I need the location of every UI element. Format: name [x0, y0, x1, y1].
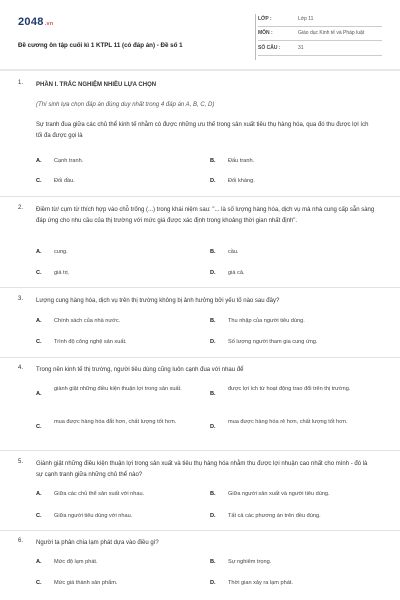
option-label: D. [210, 178, 216, 184]
question-text: Sự tranh đua giữa các chủ thể kinh tế nhằm có được những ưu thế trong sản xuất tiêu thụ hàng hóa, qua đó thu được lợi ích tối đa được gọi là [36, 122, 369, 139]
option-text: Mức giá thành sản phẩm. [54, 580, 118, 586]
option-label: D. [210, 580, 216, 586]
question-number: 1. [18, 80, 24, 86]
option-text: mua được hàng hóa đắt hơn, chất lượng tốt hơn. [54, 419, 177, 425]
option-text: Tất cả các phương án trên đều đúng. [228, 513, 321, 519]
option-label: B. [210, 391, 216, 397]
option-text: cầu. [228, 249, 239, 255]
option-text: giá trị. [54, 270, 70, 276]
option-label: C. [36, 424, 42, 430]
question-separator [0, 196, 400, 197]
site-logo[interactable] [18, 16, 54, 28]
question-text: Lượng cung hàng hóa, dịch vụ trên thị trường không bị ảnh hưởng bởi yếu tố nào sau đây? [36, 298, 280, 304]
option-label: D. [210, 270, 216, 276]
question-number: 5. [18, 459, 24, 465]
document-title: Đề cương ôn tập cuối kì 1 KTPL 11 (có đáp án) - Đề số 1 [18, 42, 183, 49]
option-text: Thu nhập của người tiêu dùng. [228, 318, 305, 324]
option-text: Trình độ công nghệ sản xuất. [54, 339, 127, 345]
option-label: B. [210, 559, 216, 565]
option-label: D. [210, 339, 216, 345]
question-separator [0, 357, 400, 358]
meta-key: SỐ CÂU : [258, 45, 281, 51]
section-title: PHẦN I. TRẮC NGHIỆM NHIỀU LỰA CHỌN [36, 82, 157, 88]
option-label: A. [36, 249, 42, 255]
option-text: Cạnh tranh. [54, 158, 84, 164]
option-text: Đấu tranh. [228, 158, 255, 164]
logo-text: 2048 [18, 16, 44, 28]
option-text: Giữa các chủ thể sản xuất với nhau. [54, 491, 145, 497]
option-label: A. [36, 559, 42, 565]
question-text: Điềm từ/ cụm từ thích hợp vào chỗ trống (...) trong khái niệm sau: "... là số lượng hàng hóa, dịch vụ mà nhà cung cấp sẵn sàng đáp ứng cho nhu cầu của thị trường với mức giá được xác định trong khoảng thời gian nhất định". [36, 207, 375, 224]
question-separator [0, 530, 400, 531]
option-text: Giữa người tiêu dùng với nhau. [54, 513, 133, 519]
meta-divider [258, 26, 382, 27]
meta-value: Lớp 11 [298, 16, 314, 22]
option-label: D. [210, 513, 216, 519]
question-separator [0, 450, 400, 451]
logo-suffix: .vn [44, 21, 54, 27]
option-label: C. [36, 270, 42, 276]
option-label: A. [36, 318, 42, 324]
option-text: Giữa người sản xuất và người tiêu dùng. [228, 491, 330, 497]
question-separator [0, 287, 400, 288]
question-text: Giành giật những điều kiện thuận lợi trong sản xuất và tiêu thụ hàng hóa nhằm thu được lợi nhuận cao nhất cho mình - đó là sự cạnh tranh giữa những chủ thể nào? [36, 461, 368, 478]
option-text: Sự nghiêm trọng. [228, 559, 272, 565]
question-text: Trong nền kinh tế thị trường, người tiêu dùng cũng luôn cạnh đua với nhau để [36, 367, 244, 373]
option-text: cung. [54, 249, 68, 255]
question-number: 2. [18, 205, 24, 211]
option-text: Mức độ lạm phát. [54, 559, 98, 565]
option-label: B. [210, 318, 216, 324]
option-text: Đối đầu. [54, 178, 75, 184]
option-label: C. [36, 178, 42, 184]
option-label: A. [36, 491, 42, 497]
option-text: giành giật những điều kiện thuận lợi trong sản xuất. [54, 386, 182, 392]
meta-key: MÔN : [258, 30, 273, 36]
option-label: B. [210, 158, 216, 164]
option-text: giá cả. [228, 270, 245, 276]
option-text: Số lượng người tham gia cung ứng. [228, 339, 318, 345]
option-label: C. [36, 580, 42, 586]
option-label: B. [210, 249, 216, 255]
meta-value: Giáo dục Kinh tế và Pháp luật [298, 30, 365, 36]
question-text: Người ta phân chia lạm phát dựa vào điều gì? [36, 540, 159, 546]
option-text: Chính sách của nhà nước. [54, 318, 121, 324]
option-label: C. [36, 513, 42, 519]
meta-divider [258, 40, 382, 41]
option-text: mua được hàng hóa rẻ hơn, chất lượng tốt hơn. [228, 419, 348, 425]
option-label: A. [36, 391, 42, 397]
meta-value: 31 [298, 45, 304, 51]
option-label: D. [210, 424, 216, 430]
meta-key: LỚP : [258, 16, 272, 22]
option-label: A. [36, 158, 42, 164]
option-text: được lợi ích từ hoạt động trao đổi trên thị trường. [228, 386, 351, 392]
header-divider [255, 14, 256, 60]
question-number: 3. [18, 296, 24, 302]
header-separator [0, 69, 400, 71]
option-label: C. [36, 339, 42, 345]
option-label: B. [210, 491, 216, 497]
document-header [18, 14, 382, 60]
question-number: 4. [18, 365, 24, 371]
section-instruction: (Thí sinh lựa chọn đáp án đúng duy nhất trong 4 đáp án A, B, C, D) [36, 102, 215, 108]
meta-divider [258, 55, 382, 56]
question-number: 6. [18, 538, 24, 544]
option-text: Thời gian xảy ra lạm phát. [228, 580, 293, 586]
option-text: Đối kháng. [228, 178, 255, 184]
